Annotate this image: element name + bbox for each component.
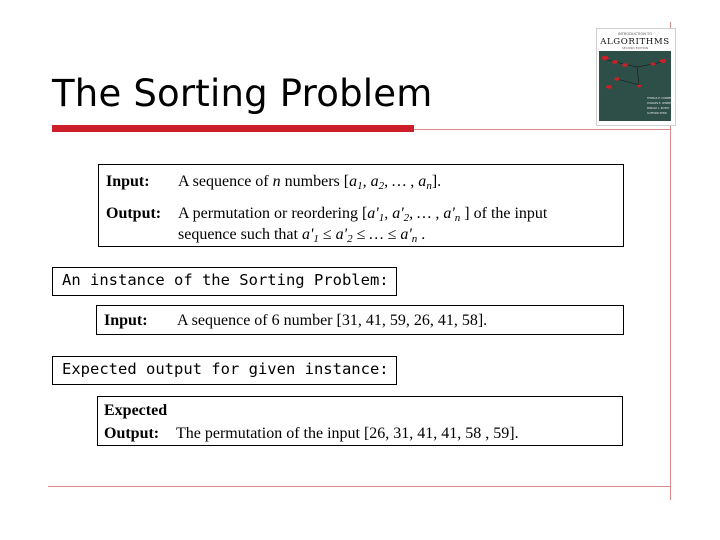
mobile-piece (622, 63, 628, 66)
instance-box (96, 305, 624, 335)
book-cover-author: THOMAS H. CORMEN (647, 97, 672, 100)
expected-output-text: The permutation of the input [26, 31, 41, 41, 58 , 59]. (176, 425, 519, 442)
expected-label-line2: Output: (104, 425, 160, 442)
book-cover-author: CHARLES E. LEISERSON (647, 102, 673, 105)
output-label: Output: (106, 205, 162, 222)
expected-caption: Expected output for given instance: (52, 356, 397, 385)
problem-definition-box (98, 164, 624, 247)
mobile-piece (602, 56, 609, 60)
mobile-piece (651, 63, 656, 66)
mobile-piece (612, 60, 618, 64)
input-description: A sequence of n numbers [$a_1$, $a_2$, … , $a_n$]. (178, 173, 442, 192)
instance-input-label: Input: (104, 312, 148, 329)
mobile-piece (614, 77, 619, 80)
instance-caption: An instance of the Sorting Problem: (52, 267, 397, 296)
instance-input-text: A sequence of 6 number [31, 41, 59, 26, 41, 58]. (177, 312, 488, 329)
book-cover-top-line: INTRODUCTION TO (617, 32, 653, 36)
book-cover-image (596, 28, 676, 126)
mobile-piece (660, 59, 666, 63)
title-underline-thin (414, 129, 671, 130)
book-cover-title: ALGORITHMS (600, 37, 670, 47)
title-underline-thick (52, 125, 414, 132)
book-cover-author: RONALD L. RIVEST (647, 107, 670, 110)
bottom-rule (48, 486, 671, 487)
input-label: Input: (106, 173, 150, 190)
output-description-line1: A permutation or reordering [$a'_1$, $a'_2$, … , $a'_n$ ] of the input (178, 205, 548, 224)
expected-output-box (97, 396, 623, 446)
expected-label-line1: Expected (104, 402, 168, 419)
output-permutation: $a'_1$, $a'_2$, … , $a'_n$ (367, 205, 461, 224)
input-sequence: $a_1$, $a_2$, … , $a_n$ (349, 173, 432, 192)
book-cover-subtitle: SECOND EDITION (621, 46, 649, 50)
mobile-piece (637, 85, 641, 88)
output-description-line2: sequence such that $a'_1 \le a'_2$ ≤ … ≤ $a'_n$ . (178, 226, 426, 245)
book-cover-author: CLIFFORD STEIN (647, 112, 667, 115)
output-order: $a'_1 \le a'_2$ ≤ … ≤ $a'_n$ (301, 226, 418, 245)
book-cover-art (597, 29, 673, 123)
mobile-piece (606, 85, 612, 89)
slide-title: The Sorting Problem (52, 72, 433, 115)
